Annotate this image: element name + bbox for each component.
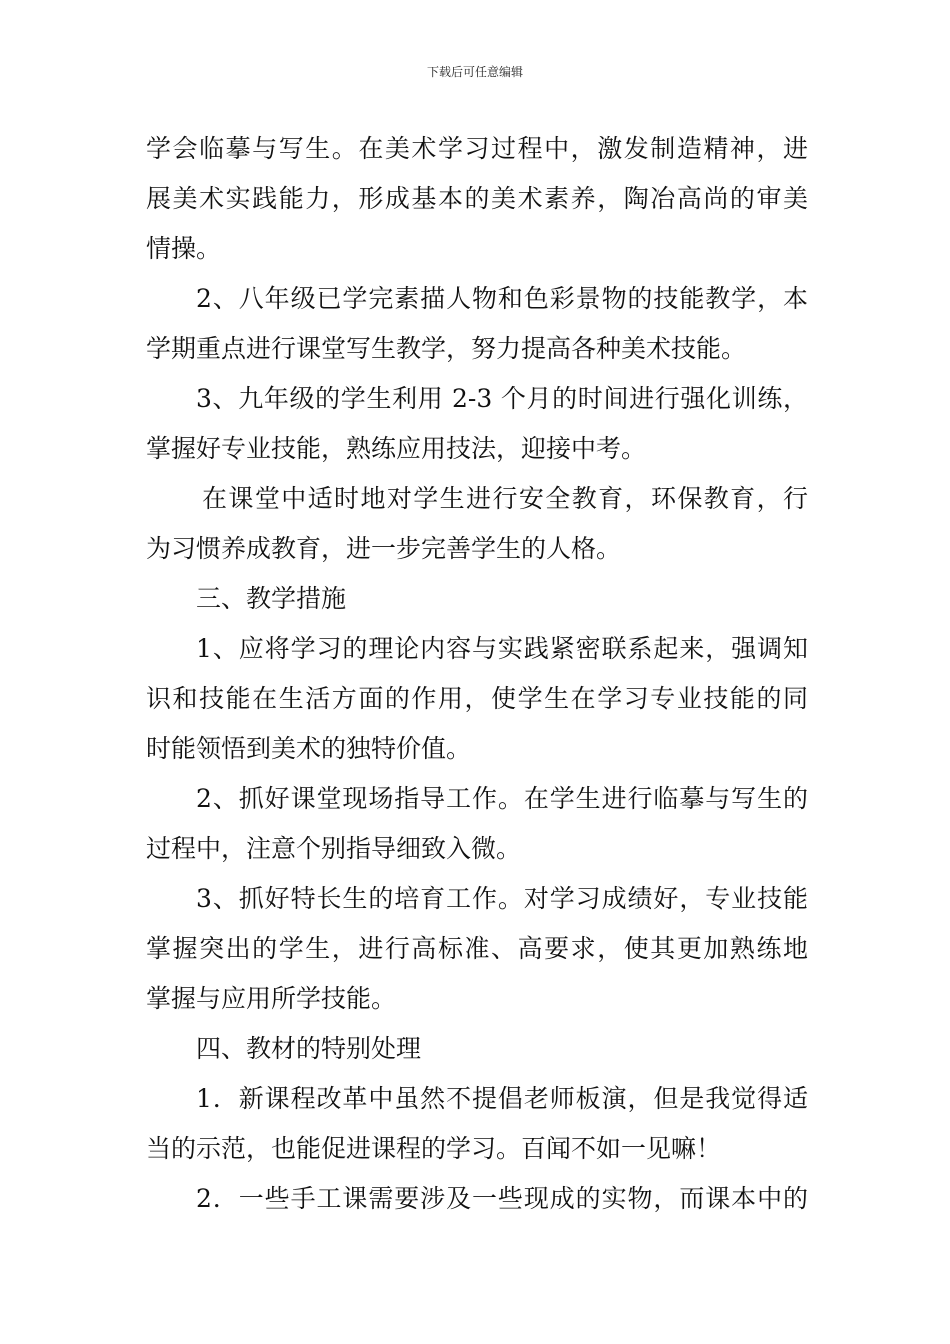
document-body	[146, 124, 808, 1224]
text-line: 掌握突出的学生，进行高标准、高要求，使其更加熟练地	[146, 934, 808, 963]
text-line: 掌握与应用所学技能。	[146, 984, 397, 1013]
text-line: 1．新课程改革中虽然不提倡老师板演，但是我觉得适	[196, 1084, 808, 1113]
text-line: 展美术实践能力，形成基本的美术素养，陶冶高尚的审美	[146, 184, 808, 213]
text-line: 2、抓好课堂现场指导工作。在学生进行临摹与写生的	[196, 784, 808, 813]
text-line: 当的示范，也能促进课程的学习。百闻不如一见嘛！	[146, 1134, 722, 1163]
text-line: 学期重点进行课堂写生教学，努力提高各种美术技能。	[146, 334, 747, 363]
section-heading: 三、教学措施	[196, 584, 347, 613]
text-line: 情操。	[146, 234, 222, 263]
text-line: 掌握好专业技能，熟练应用技法，迎接中考。	[146, 434, 647, 463]
text-line: 过程中，注意个别指导细致入微。	[146, 834, 522, 863]
text-line: 为习惯养成教育，进一步完善学生的人格。	[146, 534, 622, 563]
text-line: 学会临摹与写生。在美术学习过程中，激发制造精神，进	[146, 134, 808, 163]
text-line: 3、抓好特长生的培育工作。对学习成绩好，专业技能	[196, 884, 808, 913]
text-line: 3、九年级的学生利用 2-3 个月的时间进行强化训练，	[196, 384, 808, 413]
section-heading: 四、教材的特别处理	[196, 1034, 422, 1063]
text-line: 1、应将学习的理论内容与实践紧密联系起来，强调知	[196, 634, 808, 663]
page-header: 下载后可任意编辑	[426, 65, 523, 79]
text-line: 2．一些手工课需要涉及一些现成的实物，而课本中的	[196, 1184, 808, 1213]
text-line: 在课堂中适时地对学生进行安全教育，环保教育，行	[202, 484, 808, 513]
text-line: 2、八年级已学完素描人物和色彩景物的技能教学，本	[196, 284, 808, 313]
text-line: 时能领悟到美术的独特价值。	[146, 734, 472, 763]
text-line: 识和技能在生活方面的作用，使学生在学习专业技能的同	[146, 684, 808, 713]
